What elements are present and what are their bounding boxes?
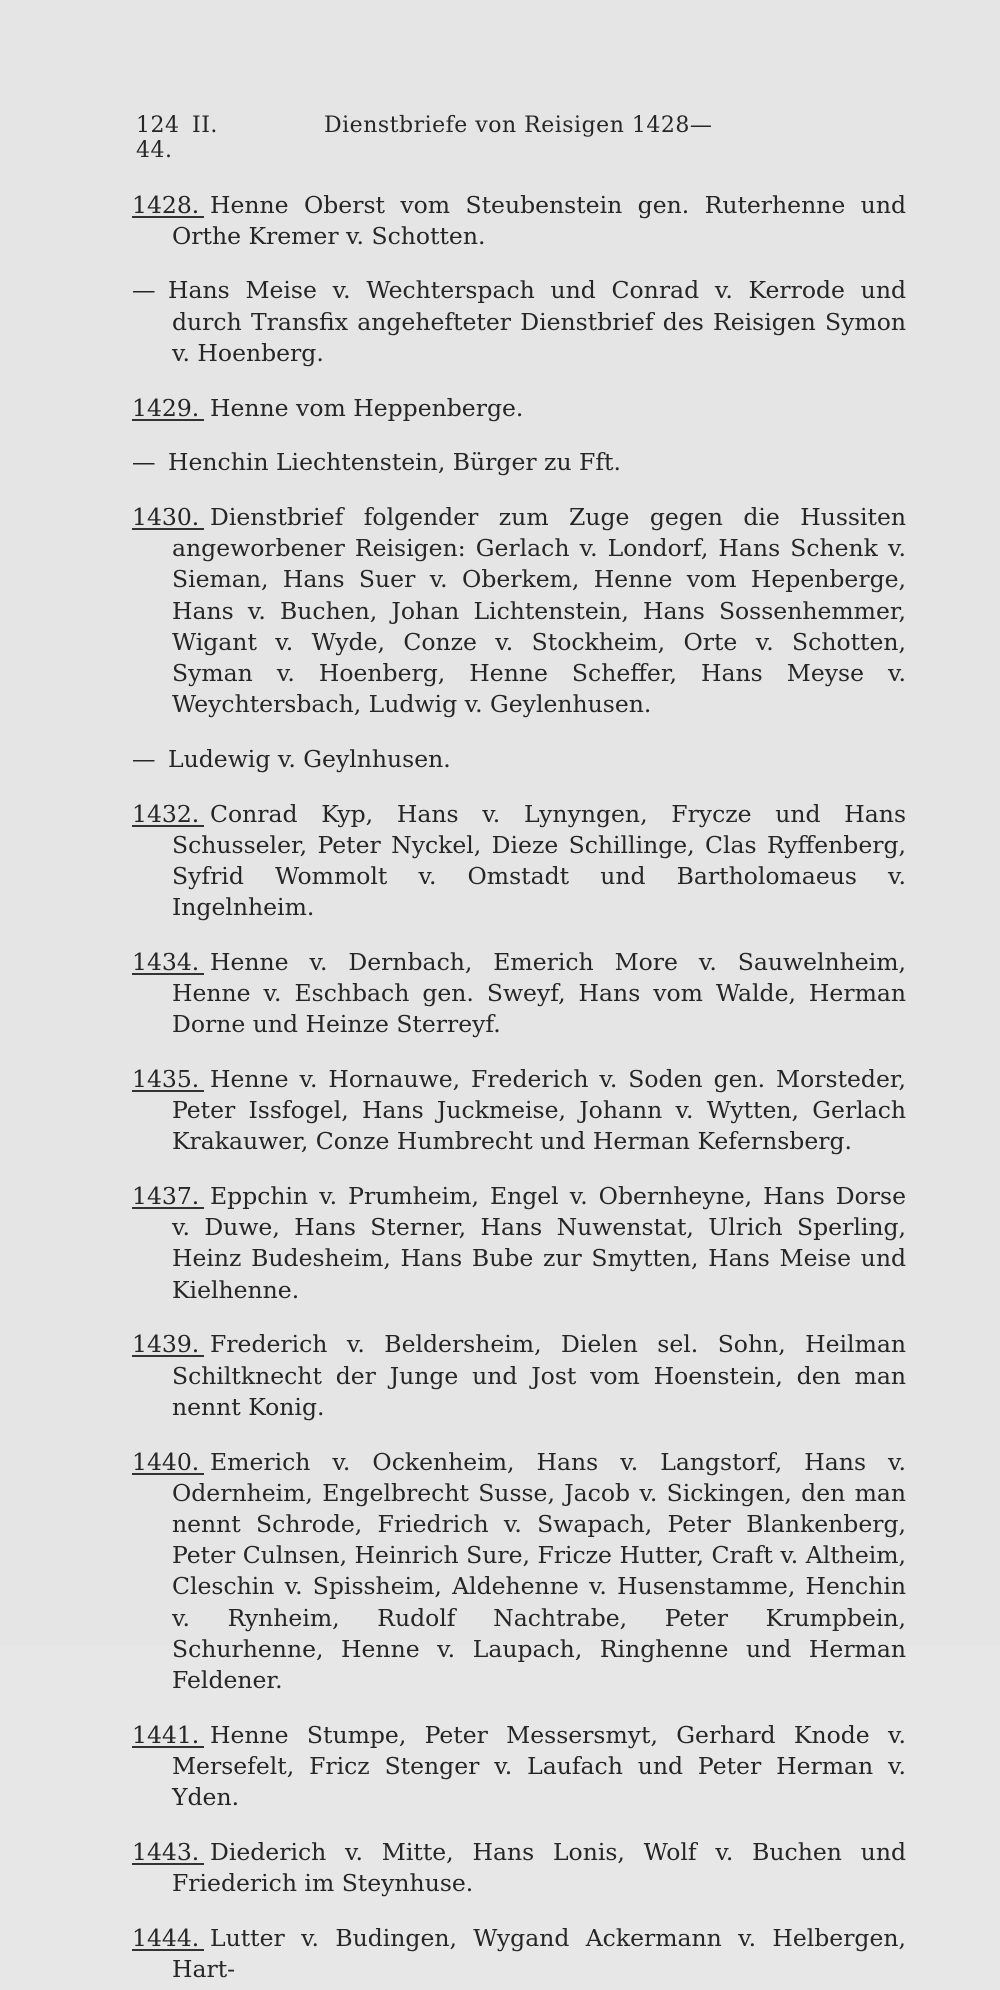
entry-year: 1434. <box>132 951 204 975</box>
list-item <box>132 190 906 252</box>
entry-year: 1440. <box>132 1451 204 1475</box>
list-item <box>132 502 906 720</box>
entry-text: Diederich v. Mitte, Hans Lonis, Wolf v. Buchen und Friederich im Steynhuse. <box>172 1837 906 1897</box>
entry-year: 1437. <box>132 1185 204 1209</box>
list-item <box>132 1181 906 1306</box>
list-item <box>132 799 906 924</box>
same-year-dash: — <box>132 744 156 773</box>
entry-year: 1441. <box>132 1724 204 1748</box>
entry-year: 1428. <box>132 194 204 218</box>
entry-text: Ludewig v. Geylnhusen. <box>168 744 451 773</box>
entry-text: Henne vom Heppenberge. <box>210 393 524 422</box>
entry-text: Conrad Kyp, Hans v. Lynyngen, Frycze und Hans Schusseler, Peter Nyckel, Dieze Schillinge, Clas Ryffenberg, Syfrid Wommolt v. Omstadt und Bartholomaeus v. Ingelnheim. <box>172 799 906 922</box>
entry-year: 1435. <box>132 1068 204 1092</box>
list-item <box>132 947 906 1041</box>
page-number: 124 <box>136 113 180 138</box>
list-item <box>132 1720 906 1814</box>
list-item <box>132 275 906 369</box>
entry-year: 1430. <box>132 506 204 530</box>
entry-text: Hans Meise v. Wechterspach und Conrad v. Kerrode und durch Transfix angehefteter Dienstbrief des Reisigen Symon v. Hoenberg. <box>168 276 906 367</box>
list-item <box>132 1447 906 1697</box>
list-item <box>132 744 906 775</box>
entry-text: Emerich v. Ockenheim, Hans v. Langstorf, Hans v. Odernheim, Engelbrecht Susse, Jacob v. Sickingen, den man nennt Schrode, Friedrich v. Swapach, Peter Blankenberg, Peter Culnsen, Heinrich Sure, Fricze Hutter, Craft v. Altheim, Cleschin v. Spissheim, Aldehenne v. Husenstamme, Henchin v. Rynheim, Rudolf Nachtrabe, Peter Krumpbein, Schurhenne, Henne v. Laupach, Ringhenne und Herman Feldener. <box>172 1447 906 1694</box>
entry-text: Dienstbrief folgender zum Zuge gegen die Hussiten angeworbener Reisigen: Gerlach v. Londorf, Hans Schenk v. Sieman, Hans Suer v. Oberkem, Henne vom Hepenberge, Hans v. Buchen, Johan Lichtenstein, Hans Sossenhemmer, Wigant v. Wyde, Conze v. Stockheim, Orte v. Schotten, Syman v. Hoenberg, Henne Scheffer, Hans Meyse v. Weychtersbach, Ludwig v. Geylenhusen. <box>172 502 906 719</box>
entry-year: 1444. <box>132 1927 204 1951</box>
entry-text: Henne v. Dernbach, Emerich More v. Sauwelnheim, Henne v. Eschbach gen. Sweyf, Hans vom Walde, Herman Dorne und Heinze Sterreyf. <box>172 947 906 1039</box>
entry-year: 1443. <box>132 1841 204 1865</box>
entry-text: Henne v. Hornauwe, Frederich v. Soden gen. Morsteder, Peter Issfogel, Hans Juckmeise, Johann v. Wytten, Gerlach Krakauwer, Conze Humbrecht und Herman Kefernsberg. <box>172 1064 906 1156</box>
entry-list <box>132 166 906 1990</box>
list-item <box>132 393 906 424</box>
entry-year: 1439. <box>132 1333 204 1357</box>
list-item <box>132 447 906 478</box>
entry-text: Lutter v. Budingen, Wygand Ackermann v. Helbergen, Hart- <box>172 1923 906 1983</box>
entry-year: 1429. <box>132 397 204 421</box>
list-item <box>132 1923 906 1985</box>
same-year-dash: — <box>132 276 156 305</box>
list-item <box>132 1329 906 1423</box>
entry-text: Henne Oberst vom Steubenstein gen. Ruterhenne und Orthe Kremer v. Schotten. <box>172 190 906 250</box>
entry-text: Henne Stumpe, Peter Messersmyt, Gerhard Knode v. Mersefelt, Fricz Stenger v. Laufach und Peter Herman v. Yden. <box>172 1720 906 1812</box>
running-header <box>136 113 716 163</box>
list-item <box>132 1837 906 1899</box>
entry-text: Frederich v. Beldersheim, Dielen sel. Sohn, Heilman Schiltknecht der Junge und Jost vom Hoenstein, den man nennt Konig. <box>172 1330 906 1421</box>
entry-text: Henchin Liechtenstein, Bürger zu Fft. <box>168 448 621 477</box>
entry-text: Eppchin v. Prumheim, Engel v. Obernheyne, Hans Dorse v. Duwe, Hans Sterner, Hans Nuwenstat, Ulrich Sperling, Heinz Budesheim, Hans Bube zur Smytten, Hans Meise und Kielhenne. <box>172 1182 906 1304</box>
same-year-dash: — <box>132 448 156 477</box>
section-number: II. <box>192 113 218 138</box>
header-title: Dienstbriefe von Reisigen 1428—44. <box>136 113 713 163</box>
list-item <box>132 1064 906 1158</box>
entry-year: 1432. <box>132 803 204 827</box>
